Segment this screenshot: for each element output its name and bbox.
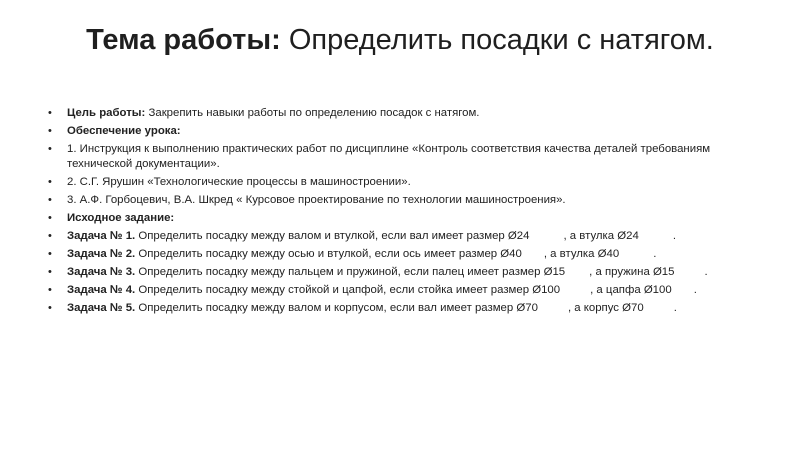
list-item-ref3 xyxy=(48,193,768,208)
bullet-icon: • xyxy=(48,266,52,279)
task-5-label: Задача № 5. xyxy=(67,302,136,315)
task-1-mid: , а втулка Ø24 xyxy=(563,230,639,243)
slide-title xyxy=(0,22,800,58)
task-2-mid: , а втулка Ø40 xyxy=(543,248,620,261)
bullet-icon: • xyxy=(48,248,52,261)
task-3-mid: , а пружина Ø15 xyxy=(589,266,675,279)
list-item-goal xyxy=(48,106,768,121)
task-2-text: Определить посадку между осью и втулкой, если ось имеет размер Ø40 xyxy=(138,248,522,261)
task-2-end: . xyxy=(653,248,657,261)
bullet-icon: • xyxy=(48,284,52,297)
title-rest: Определить посадки с натягом. xyxy=(288,24,714,56)
support-label: Обеспечение урока: xyxy=(67,125,181,138)
list-item-task-header xyxy=(48,211,768,226)
bullet-icon: • xyxy=(48,230,52,243)
bullet-icon: • xyxy=(48,211,52,224)
bullet-icon: • xyxy=(48,143,52,156)
list-item-task-4 xyxy=(48,283,768,298)
task-2-label: Задача № 2. xyxy=(67,248,136,261)
list-item-ref2 xyxy=(48,175,768,190)
goal-label: Цель работы: xyxy=(67,107,146,119)
list-item-task-1 xyxy=(48,229,768,244)
list-item-task-5 xyxy=(48,301,768,316)
task-5-end: . xyxy=(673,302,677,315)
list-item-ref1 xyxy=(48,142,768,171)
bullet-icon: • xyxy=(48,175,52,188)
task-4-mid: , а цапфа Ø100 xyxy=(590,284,672,297)
bullet-icon: • xyxy=(48,193,52,206)
bullet-list xyxy=(48,106,768,320)
list-item-task-2 xyxy=(48,247,768,262)
task-4-label: Задача № 4. xyxy=(67,284,136,297)
list-item-support xyxy=(48,124,768,139)
bullet-icon: • xyxy=(48,107,52,119)
ref1-text: 1. Инструкция к выполнению практических работ по дисциплине «Контроль соответствия качества деталей требованиям технической документации». xyxy=(67,143,711,170)
task-3-text: Определить посадку между пальцем и пружиной, если палец имеет размер Ø15 xyxy=(138,266,566,279)
task-5-mid: , а корпус Ø70 xyxy=(567,302,644,315)
bullet-icon: • xyxy=(48,302,52,315)
bullet-icon: • xyxy=(48,125,52,138)
task-4-end: . xyxy=(693,284,697,297)
goal-text: Закрепить навыки работы по определению посадок с натягом. xyxy=(148,107,480,119)
task-4-text: Определить посадку между стойкой и цапфой, если стойка имеет размер Ø100 xyxy=(138,284,561,297)
task-3-end: . xyxy=(704,266,708,279)
task-label: Исходное задание: xyxy=(67,211,175,224)
task-1-label: Задача № 1. xyxy=(67,230,136,243)
ref2-text: 2. С.Г. Ярушин «Технологические процессы в машиностроении». xyxy=(67,175,411,188)
ref3-text: 3. А.Ф. Горбоцевич, В.А. Шкред « Курсовое проектирование по технологии машиностроения». xyxy=(67,193,566,206)
task-1-end: . xyxy=(672,230,676,243)
task-1-text: Определить посадку между валом и втулкой, если вал имеет размер Ø24 xyxy=(138,230,530,243)
task-3-label: Задача № 3. xyxy=(67,266,136,279)
list-item-task-3 xyxy=(48,265,768,280)
task-5-text: Определить посадку между валом и корпусом, если вал имеет размер Ø70 xyxy=(138,302,538,315)
title-bold: Тема работы: xyxy=(86,24,281,56)
